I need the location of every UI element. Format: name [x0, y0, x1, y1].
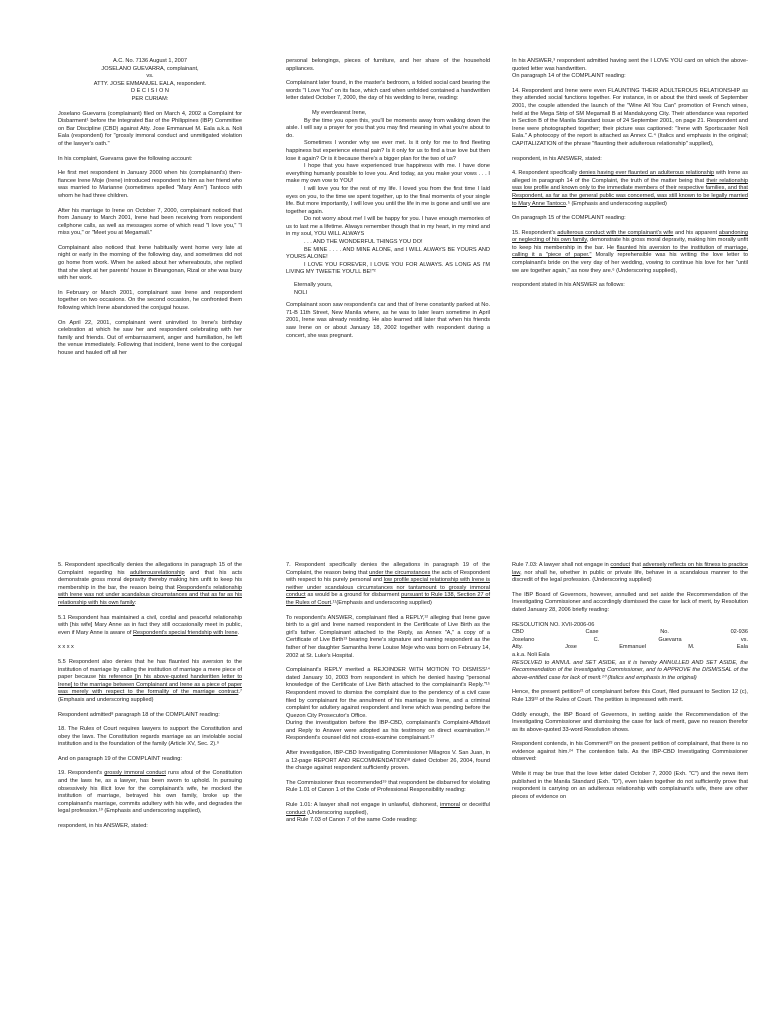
omission-marker: x x x x	[58, 644, 74, 651]
per-curiam-heading: PER CURIAM:	[131, 95, 169, 102]
text-run: 4. Respondent specifically	[512, 170, 580, 177]
paragraph: On paragraph 14 of the COMPLAINT reading:	[512, 73, 626, 80]
text-run: 7. Respondent specifically denies the allegations in paragraph 19 of the Complaint, the reason being that	[286, 562, 490, 576]
resolution-parties-row	[512, 637, 748, 645]
text-run: Morally reprehensible was his writing the love letter to complainant's bride on the very day of her wedding, vowing to continue his love for her "until we are together again," as now they are.⁶ (Underscoring supplied),	[512, 252, 748, 274]
quoted-paragraph	[286, 562, 490, 608]
underlined-text: his reference [in his above-quoted handwritten letter to Irene] to the marriage between Complainant and Irene as a piece of paper was merely with respect to the formality of the marriage contract	[58, 674, 242, 696]
text-run: 19. Respondent's	[58, 770, 105, 777]
paragraph: After investigation, IBP-CBD Investigating Commissioner Milagros V. San Juan, in a 12-page REPORT AND RECOMMENDATION¹⁸ dated October 26, 2004, found the charge against respondent sufficiently proven.	[286, 750, 490, 772]
underlined-text: their relationship was low profile and known only to the immediate members of their respective families, and that Respondent, as far as the general public was concerned, was still known to be legally married to Mary Anne Tantoco	[512, 177, 748, 207]
text-run: and his apparent	[673, 229, 719, 236]
table-cell: M.	[688, 644, 695, 651]
case-number-line: A.C. No. 7136 August 1, 2007	[112, 58, 187, 64]
text-run: .	[237, 629, 240, 636]
letter-paragraph: I will love you for the rest of my life. I loved you from the first time I laid eyes on you, to the time we spent together, up to the final moments of your single life. But more importantly, I will love you until the life in me is gone and until we are together again.	[286, 185, 490, 215]
quoted-paragraph	[58, 659, 242, 705]
letter-paragraph: I LOVE YOU FOREVER, I LOVE YOU FOR ALWAYS. AS LONG AS I'M LIVING MY TWEETIE YOU'LL BE!"²	[286, 261, 490, 276]
quoted-paragraph: 18. The Rules of Court requires lawyers to support the Constitution and obey the laws. The Constitution regards marriage as an inviolable social institution and is the foundation of the family (Article XV, Sec. 2).⁹	[58, 726, 242, 748]
table-cell: Case	[585, 629, 599, 636]
letter-paragraph: . . . AND THE WONDERFUL THINGS YOU DO!	[304, 239, 423, 246]
table-cell: CBD	[512, 629, 524, 636]
underlined-text: low profile special relationship with Irene is neither under scandalous circumstances nor tantamount to grossly immoral conduct	[286, 577, 490, 599]
paragraph: respondent, in his ANSWER, stated:	[58, 823, 148, 830]
quoted-paragraph	[512, 170, 748, 208]
text-run: , demonstrate his gross moral depravity, making him morally unfit to keep his membership in the bar. He	[512, 237, 749, 251]
text-run: 5.5 Respondent also denies that he has flaunted his aversion to the institution of marriage by calling the institution of marriage a mere piece of paper because	[58, 658, 242, 681]
table-cell: Atty.	[512, 644, 523, 651]
paragraph: respondent stated in his ANSWER as follows:	[512, 282, 625, 289]
quoted-paragraph	[512, 562, 748, 585]
paragraph: On paragraph 15 of the COMPLAINT reading:	[512, 215, 626, 222]
paragraph: In his complaint, Guevarra gave the following account:	[58, 155, 193, 162]
table-cell: Eala	[736, 644, 748, 651]
underlined-text: adulterous conduct with the complainant's wife	[557, 229, 674, 236]
table-cell: vs.	[740, 636, 748, 643]
letter-salutation: My everdearest Irene,	[312, 109, 367, 116]
page-5-content	[256, 562, 512, 832]
quoted-paragraph	[512, 230, 748, 276]
page-1-content	[0, 58, 256, 365]
resolution-case-row	[512, 629, 748, 637]
page-3	[512, 0, 768, 512]
page-2	[256, 0, 512, 512]
underlined-text: conduct	[610, 562, 630, 568]
page-6-content	[512, 562, 768, 808]
complainant-line: JOSELANO GUEVARRA, complainant,	[101, 65, 199, 72]
page-3-content	[512, 58, 768, 297]
paragraph: The IBP Board of Governors, however, annulled and set aside the Recommendation of the Investigating Commissioner and accordingly dismissed the case for lack of merit, by Resolution dated January 28, 2006 briefly reading:	[512, 591, 748, 613]
underlined-text: adversely reflects on his fitness to practice law	[512, 562, 748, 576]
text-run: Rule 7.03: A lawyer shall not engage in	[512, 562, 611, 568]
page-4-content	[0, 562, 256, 838]
letter-paragraph: Do not worry about me! I will be happy for you. I have enough memories of us to last me a lifetime. Always remember though that in my heart, in my mind and in my soul, YOU WILL ALWAYS	[286, 216, 490, 238]
paragraph: In February or March 2001, complainant saw Irene and respondent together on two occasions. On the second occasion, he confronted them following which Irene abandoned the conjugal house.	[58, 289, 242, 312]
quoted-paragraph	[286, 802, 490, 817]
paragraph: Joselano Guevarra (complainant) filed on March 4, 2002 a Complaint for Disbarment¹ before the Integrated Bar of the Philippines (IBP) Committee on Bar Discipline (CBD) against Atty. Jose Emmanuel M. Eala a.k.a. Noli Eala (respondent) for "grossly immoral conduct and unmitigated violation of the lawyer's oath."	[58, 110, 242, 147]
underlined-text: adulterousrelationship	[129, 569, 185, 576]
page-4	[0, 512, 256, 1024]
underlined-text: pursuant to Rule 138, Section 27 of the Rules of Court	[286, 592, 491, 606]
resolution-title: RESOLUTION NO. XVII-2006-06	[512, 621, 595, 628]
quoted-paragraph	[58, 562, 242, 608]
resolution-alias: a.k.a. Noli Eala	[512, 651, 550, 658]
paragraph: Oddly enough, the IBP Board of Governors, in setting aside the Recommendation of the Investigating Commissioner and dismissing the case for lack of merit, gave no reason therefor as its above-quoted 33-word Resolution shows.	[512, 711, 748, 733]
text-run: .⁷ (Emphasis and underscoring supplied)	[58, 689, 242, 703]
text-run: 15. Respondent's	[512, 229, 558, 236]
text-run: Rule 1.01: A lawyer shall not engage in unlawful, dishonest,	[286, 802, 441, 809]
paragraph: To respondent's ANSWER, complainant filed a REPLY,¹² alleging that Irene gave birth to a girl and Irene named respondent in the Certificate of Live Birth as the girl's father. Complainant attached to the Reply, as Annex "A," a copy of a Certificate of Live Birth¹³ bearing Irene's signature and naming respondent as the father of her daughter Samantha Irene Louise Moje who was born on February 14, 2002 at St. Luke's Hospital.	[286, 614, 490, 659]
underlined-text: conduct	[286, 809, 306, 816]
paragraph: Complainant later found, in the master's bedroom, a folded social card bearing the words "I Love You" on its face, which card when unfolded contained a handwritten letter dated October 7, 2000, the day of his wedding to Irene, reading:	[286, 80, 490, 102]
underlined-text: Respondent's relationship with Irene was not under scandalous circumstances and that as far as his relationship with his own family	[58, 584, 242, 606]
resolution-body	[512, 660, 748, 683]
underlined-text: denies having ever flaunted an adulterous relationship	[579, 170, 715, 177]
paragraph: During the investigation before the IBP-CBD, complainant's Complaint-Affidavit and Reply to Answer were adopted as his testimony on direct examination.¹⁶ Respondent's counsel did not cross-examine complainant.¹⁷	[286, 720, 490, 742]
page-6	[512, 512, 768, 1024]
text-run: the acts of Respondent with respect to his purely personal and	[286, 569, 490, 584]
quoted-paragraph	[58, 770, 242, 816]
table-cell: Jose	[565, 644, 577, 651]
text-run: 5.1 Respondent has maintained a civil, cordial and peaceful relationship with [his wife] Mary Anne as in fact they still occasionally meet in public, even if Mary Anne is aware of	[58, 614, 242, 636]
table-cell: Joselano	[512, 636, 535, 643]
paragraph: Hence, the present petition²¹ of complainant before this Court, filed pursuant to Section 12 (c), Rule 139²² of the Rules of Court. The petition is impressed with merit.	[512, 689, 748, 703]
letter-paragraph: I hope that you have experienced true happiness with me. I have done everything humanly possible to love you. And today, as you make your vows . . . I make my own vow to YOU!	[286, 163, 490, 185]
quoted-paragraph: 14. Respondent and Irene were even FLAUNTING THEIR ADULTEROUS RELATIONSHIP as they attended social functions together. For instance, in or about the third week of September 2001, the couple attended the launch of the "Wine All You Can" promotion of French wines, held at the Mega Strip of SM Megamall B at Mandaluyong City. Their attendance was reported in Section B of the Manila Standard issue of 24 September 2001, on page 21. Respondent and Irene were photographed together; their picture was captioned: "Irene with Sportscaster Noli Eala." A photocopy of the report is attached as Annex C.⁴ (Italics and emphasis in the original; CAPITALIZATION of the phrase "flaunting their adulterous relationship" supplied),	[512, 87, 748, 147]
page-5	[256, 512, 512, 1024]
paragraph: Complainant soon saw respondent's car and that of Irene constantly parked at No. 71-B 11th Street, New Manila where, as he was to later learn sometime in April 2001, Irene was already residing. He also learned still later that when his friends saw Irene on or about January 18, 2002 together with respondent during a concert, she was pregnant.	[286, 302, 490, 339]
respondent-line: ATTY. JOSE EMMANUEL EALA, respondent.	[93, 80, 207, 87]
underlined-text: immoral	[440, 802, 460, 809]
letter-paragraph: BE MINE . . . . AND MINE ALONE, and I WILL ALWAYS BE YOURS AND YOURS ALONE!	[286, 246, 490, 261]
resolution-respondent-row	[512, 644, 748, 652]
letter-signature: NOLI	[294, 289, 308, 296]
paragraph: And on paragraph 19 of the COMPLAINT reading:	[58, 755, 182, 762]
text-run: RESOLVED to ANNUL and SET ASIDE, as it is hereby ANNULLED AND SET ASIDE, the Recommendation of the Investigating Commissioner, and to APPROVE the DISMISSAL of the above-entitled case for lack of merit.²⁰ (Italics and emphasis in the original)	[512, 659, 748, 681]
text-run: .⁵ (Emphasis and underscoring supplied)	[566, 200, 667, 207]
underlined-text: under the circumstances	[369, 569, 431, 576]
page-2-content	[256, 58, 512, 347]
underlined-text: flaunted his aversion to the institution of marriage, calling it a "piece of paper."	[512, 244, 748, 259]
text-run: , nor shall he, whether in public or private life, behave in a scandalous manner to the discredit of the legal profession. (Underscoring supplied)	[512, 569, 748, 584]
text-run: that	[630, 562, 643, 568]
underlined-text: abandoning or neglecting of his own family	[512, 229, 749, 244]
paragraph: Complainant also noticed that Irene habitually went home very late at night or early in the morning of the following day, and sometimes did not go home from work. When he asked about her whereabouts, she replied that she slept at her parents' house in Binangonan, Rizal or she was busy with her work.	[58, 244, 242, 282]
text-run: and that his acts demonstrate gross moral depravity thereby making him unfit to keep his membership in the bar, the reason being that	[58, 569, 242, 591]
paragraph: Respondent admitted⁸ paragraph 18 of the COMPLAINT reading:	[58, 711, 220, 718]
table-cell: C.	[593, 636, 600, 643]
paragraph: personal belongings, pieces of furniture, and her share of the household appliances.	[286, 58, 490, 72]
letter-paragraph: By the time you open this, you'll be moments away from walking down the aisle. I will say a prayer for you that you may find meaning in what you're about to do.	[286, 117, 490, 139]
quoted-paragraph: While it may be true that the love letter dated October 7, 2000 (Exh. "C") and the news item published in the Manila Standard (Exh. "D"), even taken together do not sufficiently prove that respondent is carrying on an adulterous relationship with complainant's wife, there are other pieces of evidence on	[512, 771, 748, 800]
quoted-paragraph	[58, 615, 242, 638]
letter-closing: Eternally yours,	[294, 282, 333, 289]
underlined-text: Respondent's special friendship with Irene	[132, 629, 238, 636]
letter-paragraph: Sometimes I wonder why we ever met. Is it only for me to find fleeting happiness but experience eternal pain? Is it only for us to find a true love but then lose it again? Or is it because there's a bigger plan for the two of us?	[286, 140, 490, 162]
paragraph: The Commissioner thus recommended¹⁹ that respondent be disbarred for violating Rule 1.01 of Canon 1 of the Code of Professional Responsibility reading:	[286, 779, 490, 794]
paragraph: respondent, in his ANSWER, stated:	[512, 155, 602, 162]
underlined-text: grossly immoral conduct	[104, 770, 166, 777]
paragraph: and Rule 7.03 of Canon 7 of the same Code reading:	[286, 817, 418, 824]
paragraph: Respondent contends, in his Comment²³ on the present petition of complainant, that there is no evidence against him.²⁴ The contention fails. As the IBP-CBD Investigating Commissioner observed:	[512, 741, 748, 763]
table-cell: No.	[660, 629, 669, 636]
paragraph: In his ANSWER,³ respondent admitted having sent the I LOVE YOU card on which the above-quoted letter was handwritten.	[512, 58, 748, 72]
text-run: (Underscoring supplied),	[305, 809, 369, 816]
table-cell: Emmanuel	[619, 644, 646, 651]
text-run: 5. Respondent specifically denies the allegations in paragraph 15 of the Complaint regarding his	[58, 562, 242, 576]
text-run: runs afoul of the Constitution and the laws he, as a lawyer, has been sworn to uphold. In pursuing obsessively his illicit love for the complainant's wife, he mocked the institution of marriage, betrayed his own family, broke up the complainant's marriage, commits adultery with his wife, and degrades the legal profession.¹⁰ (Emphasis and underscoring supplied),	[58, 770, 243, 815]
paragraph: Complainant's REPLY merited a REJOINDER WITH MOTION TO DISMISS¹⁴ dated January 10, 2003 from respondent in which he denied having "personal knowledge of the Certificate of Live Birth attached to the complainant's Reply."¹⁵ Respondent moved to dismiss the complaint due to the pendency of a civil case filed by complainant for the annulment of his marriage to Irene, and a criminal complaint for adultery against respondent and Irene which was pending before the Quezon City Prosecutor's Office.	[286, 667, 490, 719]
text-run: or deceitful	[459, 802, 490, 809]
text-run: as would be a ground for disbarment	[305, 592, 402, 599]
versus-line: vs.	[146, 73, 154, 80]
paragraph: On April 22, 2001, complainant went uninvited to Irene's birthday celebration at which he saw her and respondent celebrating with her family and friends. Out of embarrassment, anger and humiliation, he left the venue immediately. Following that incident, Irene went to the conjugal house and hauled off all her	[58, 319, 242, 356]
page-1	[0, 0, 256, 512]
paragraph: He first met respondent in January 2000 when his (complainant's) then-fiancee Irene Moje (Irene) introduced respondent to him as her friend who was married to Marianne (sometimes spelled "Mary Ann") Tantoco with whom he had three children.	[58, 170, 242, 199]
text-run: .¹¹(Emphasis and underscoring supplied)	[331, 599, 432, 606]
decision-heading: D E C I S I O N	[131, 88, 169, 95]
table-cell: 02-936	[730, 629, 748, 636]
paragraph: After his marriage to Irene on October 7, 2000, complainant noticed that from January to March 2001, Irene had been receiving from respondent cellphone calls, as well as messages some of which read "I love you," "I miss you," or "Meet you at Megamall."	[58, 207, 242, 237]
text-run: with Irene as alleged in paragraph 14 of the Complaint, the truth of the matter being that	[512, 170, 748, 184]
text-run: :	[134, 599, 137, 606]
table-cell: Guevarra	[658, 636, 682, 643]
